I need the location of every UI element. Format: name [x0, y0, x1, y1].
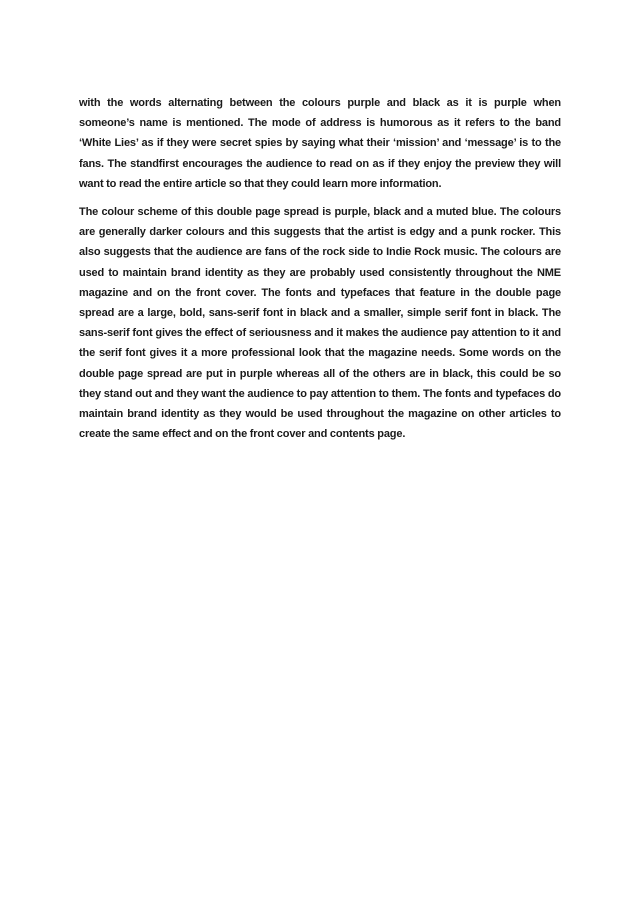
paragraph-2: The colour scheme of this double page spread is purple, black and a muted blue. The colours are generally darker colours and this suggests that the artist is edgy and a punk rocker. This also suggests that the audience are fans of the rock side to Indie Rock music. The colours are used to maintain brand identity as they are probably used consistently throughout the NME magazine and on the front cover. The fonts and typefaces that feature in the double page spread are a large, bold, sans-serif font in black and a smaller, simple serif font in black. The sans-serif font gives the effect of seriousness and it makes the audience pay attention to it and the serif font gives it a more professional look that the magazine needs. Some words on the double page spread are put in purple whereas all of the others are in black, this could be so they stand out and they want the audience to pay attention to them. The fonts and typefaces do maintain brand identity as they would be used throughout the magazine on other articles to create the same effect and on the front cover and contents page. [79, 206, 561, 441]
document-body [79, 93, 561, 444]
paragraph-1: with the words alternating between the colours purple and black as it is purple when someone’s name is mentioned. The mode of address is humorous as it refers to the band ‘White Lies’ as if they were secret spies by saying what their ‘mission’ and ‘message’ is to the fans. The standfirst encourages the audience to read on as if they enjoy the preview they will want to read the entire article so that they could learn more information. [79, 97, 561, 190]
